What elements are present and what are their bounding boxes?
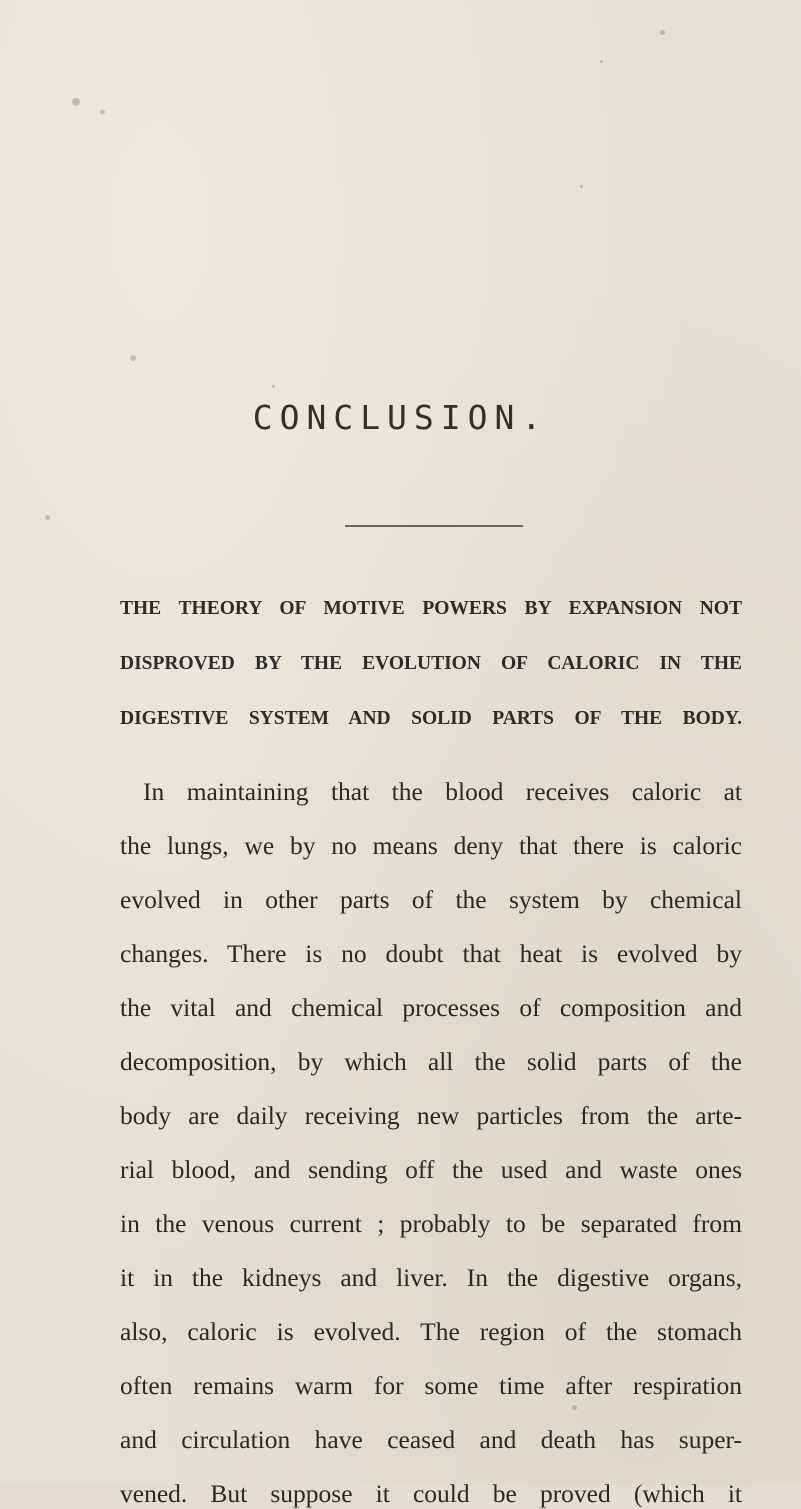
body-text-line: changes. There is no doubt that heat is evolved by [120, 939, 742, 968]
body-text-line: evolved in other parts of the system by chemical [120, 885, 742, 914]
body-text-line: the lungs, we by no means deny that there is caloric [120, 831, 742, 860]
paper-speck [100, 110, 105, 114]
body-text-line: vened. But suppose it could be proved (which it [120, 1479, 742, 1508]
chapter-subtitle-line: DISPROVED BY THE EVOLUTION OF CALORIC IN THE [120, 653, 742, 674]
paper-speck [45, 515, 50, 520]
chapter-subtitle-line: THE THEORY OF MOTIVE POWERS BY EXPANSION NOT [120, 598, 742, 619]
chapter-title: CONCLUSION. [252, 398, 549, 437]
title-divider [345, 525, 523, 527]
body-text-line: the vital and chemical processes of composition and [120, 993, 742, 1022]
paper-speck [572, 1405, 577, 1410]
body-text-line: decomposition, by which all the solid parts of the [120, 1047, 742, 1076]
body-text-line: it in the kidneys and liver. In the digestive organs, [120, 1263, 742, 1292]
paper-speck [600, 60, 603, 63]
paper-speck [72, 98, 80, 106]
paper-speck [130, 355, 136, 361]
body-text-line: and circulation have ceased and death has super- [120, 1425, 742, 1454]
body-text-line: often remains warm for some time after respiration [120, 1371, 742, 1400]
paper-speck [580, 185, 583, 188]
body-text-line: In maintaining that the blood receives caloric at [143, 777, 742, 806]
body-text-line: also, caloric is evolved. The region of the stomach [120, 1317, 742, 1346]
body-text-line: rial blood, and sending off the used and waste ones [120, 1155, 742, 1184]
paper-speck [272, 385, 275, 388]
chapter-subtitle-line: DIGESTIVE SYSTEM AND SOLID PARTS OF THE BODY. [120, 708, 742, 729]
body-text-line: body are daily receiving new particles from the arte- [120, 1101, 742, 1130]
body-text-line: in the venous current ; probably to be separated from [120, 1209, 742, 1238]
paper-speck [660, 30, 665, 35]
